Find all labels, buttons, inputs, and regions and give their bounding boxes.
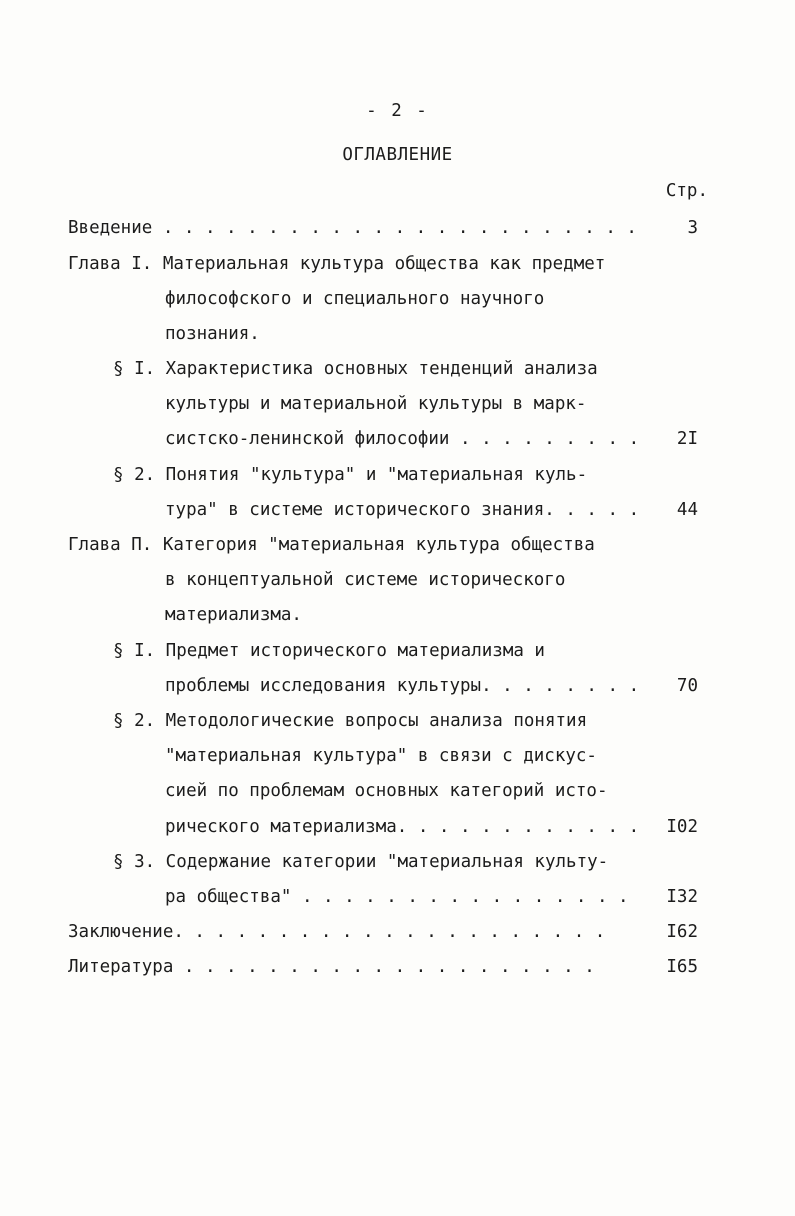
toc-line: ра общества" . . . . . . . . . . . . . . . . bbox=[165, 887, 629, 907]
toc-line: материализма. bbox=[165, 605, 302, 625]
toc-page-number: 44 bbox=[676, 500, 698, 520]
toc-line: сией по проблемам основных категорий исто- bbox=[165, 781, 608, 801]
toc-line: тура" в системе исторического знания. . . . . bbox=[165, 500, 640, 520]
toc-page-number: I62 bbox=[666, 922, 698, 942]
chapter-heading: Глава I. Материальная культура общества как предмет bbox=[68, 254, 606, 274]
toc-page-number: I65 bbox=[666, 957, 698, 977]
toc-page-number: I32 bbox=[666, 887, 698, 907]
section-heading: § 3. Содержание категории "материальная культу- bbox=[113, 852, 609, 872]
toc-line: Заключение. . . . . . . . . . . . . . . . . . . . . bbox=[68, 922, 606, 942]
toc-line: культуры и материальной культуры в марк- bbox=[165, 394, 587, 414]
toc-line: познания. bbox=[165, 324, 260, 344]
toc-line: Введение . . . . . . . . . . . . . . . . . . . . . . . bbox=[68, 218, 637, 238]
toc-page-number: 3 bbox=[687, 218, 698, 238]
toc-page-number: 2I bbox=[676, 429, 698, 449]
toc-page-number: 70 bbox=[676, 676, 698, 696]
toc-line: философского и специального научного bbox=[165, 289, 545, 309]
section-heading: § 2. Понятия "культура" и "материальная куль- bbox=[113, 465, 588, 485]
section-heading: § I. Характеристика основных тенденций анализа bbox=[113, 359, 598, 379]
section-heading: § 2. Методологические вопросы анализа понятия bbox=[113, 711, 588, 731]
toc-line: рического материализма. . . . . . . . . . . . bbox=[165, 817, 640, 837]
page-number: - 2 - bbox=[366, 101, 429, 121]
toc-line: Литература . . . . . . . . . . . . . . . . . . . . bbox=[68, 957, 595, 977]
toc-line: систско-ленинской философии . . . . . . . . . bbox=[165, 429, 640, 449]
toc-line: проблемы исследования культуры. . . . . . . . bbox=[165, 676, 640, 696]
section-heading: § I. Предмет исторического материализма и bbox=[113, 641, 545, 661]
page-title: ОГЛАВЛЕНИЕ bbox=[342, 145, 453, 165]
toc-page-number: I02 bbox=[666, 817, 698, 837]
toc-line: в концептуальной системе исторического bbox=[165, 570, 566, 590]
page-column-header: Стр. bbox=[665, 181, 708, 201]
toc-line: "материальная культура" в связи с дискус- bbox=[165, 746, 597, 766]
chapter-heading: Глава П. Категория "материальная культура общества bbox=[68, 535, 595, 555]
